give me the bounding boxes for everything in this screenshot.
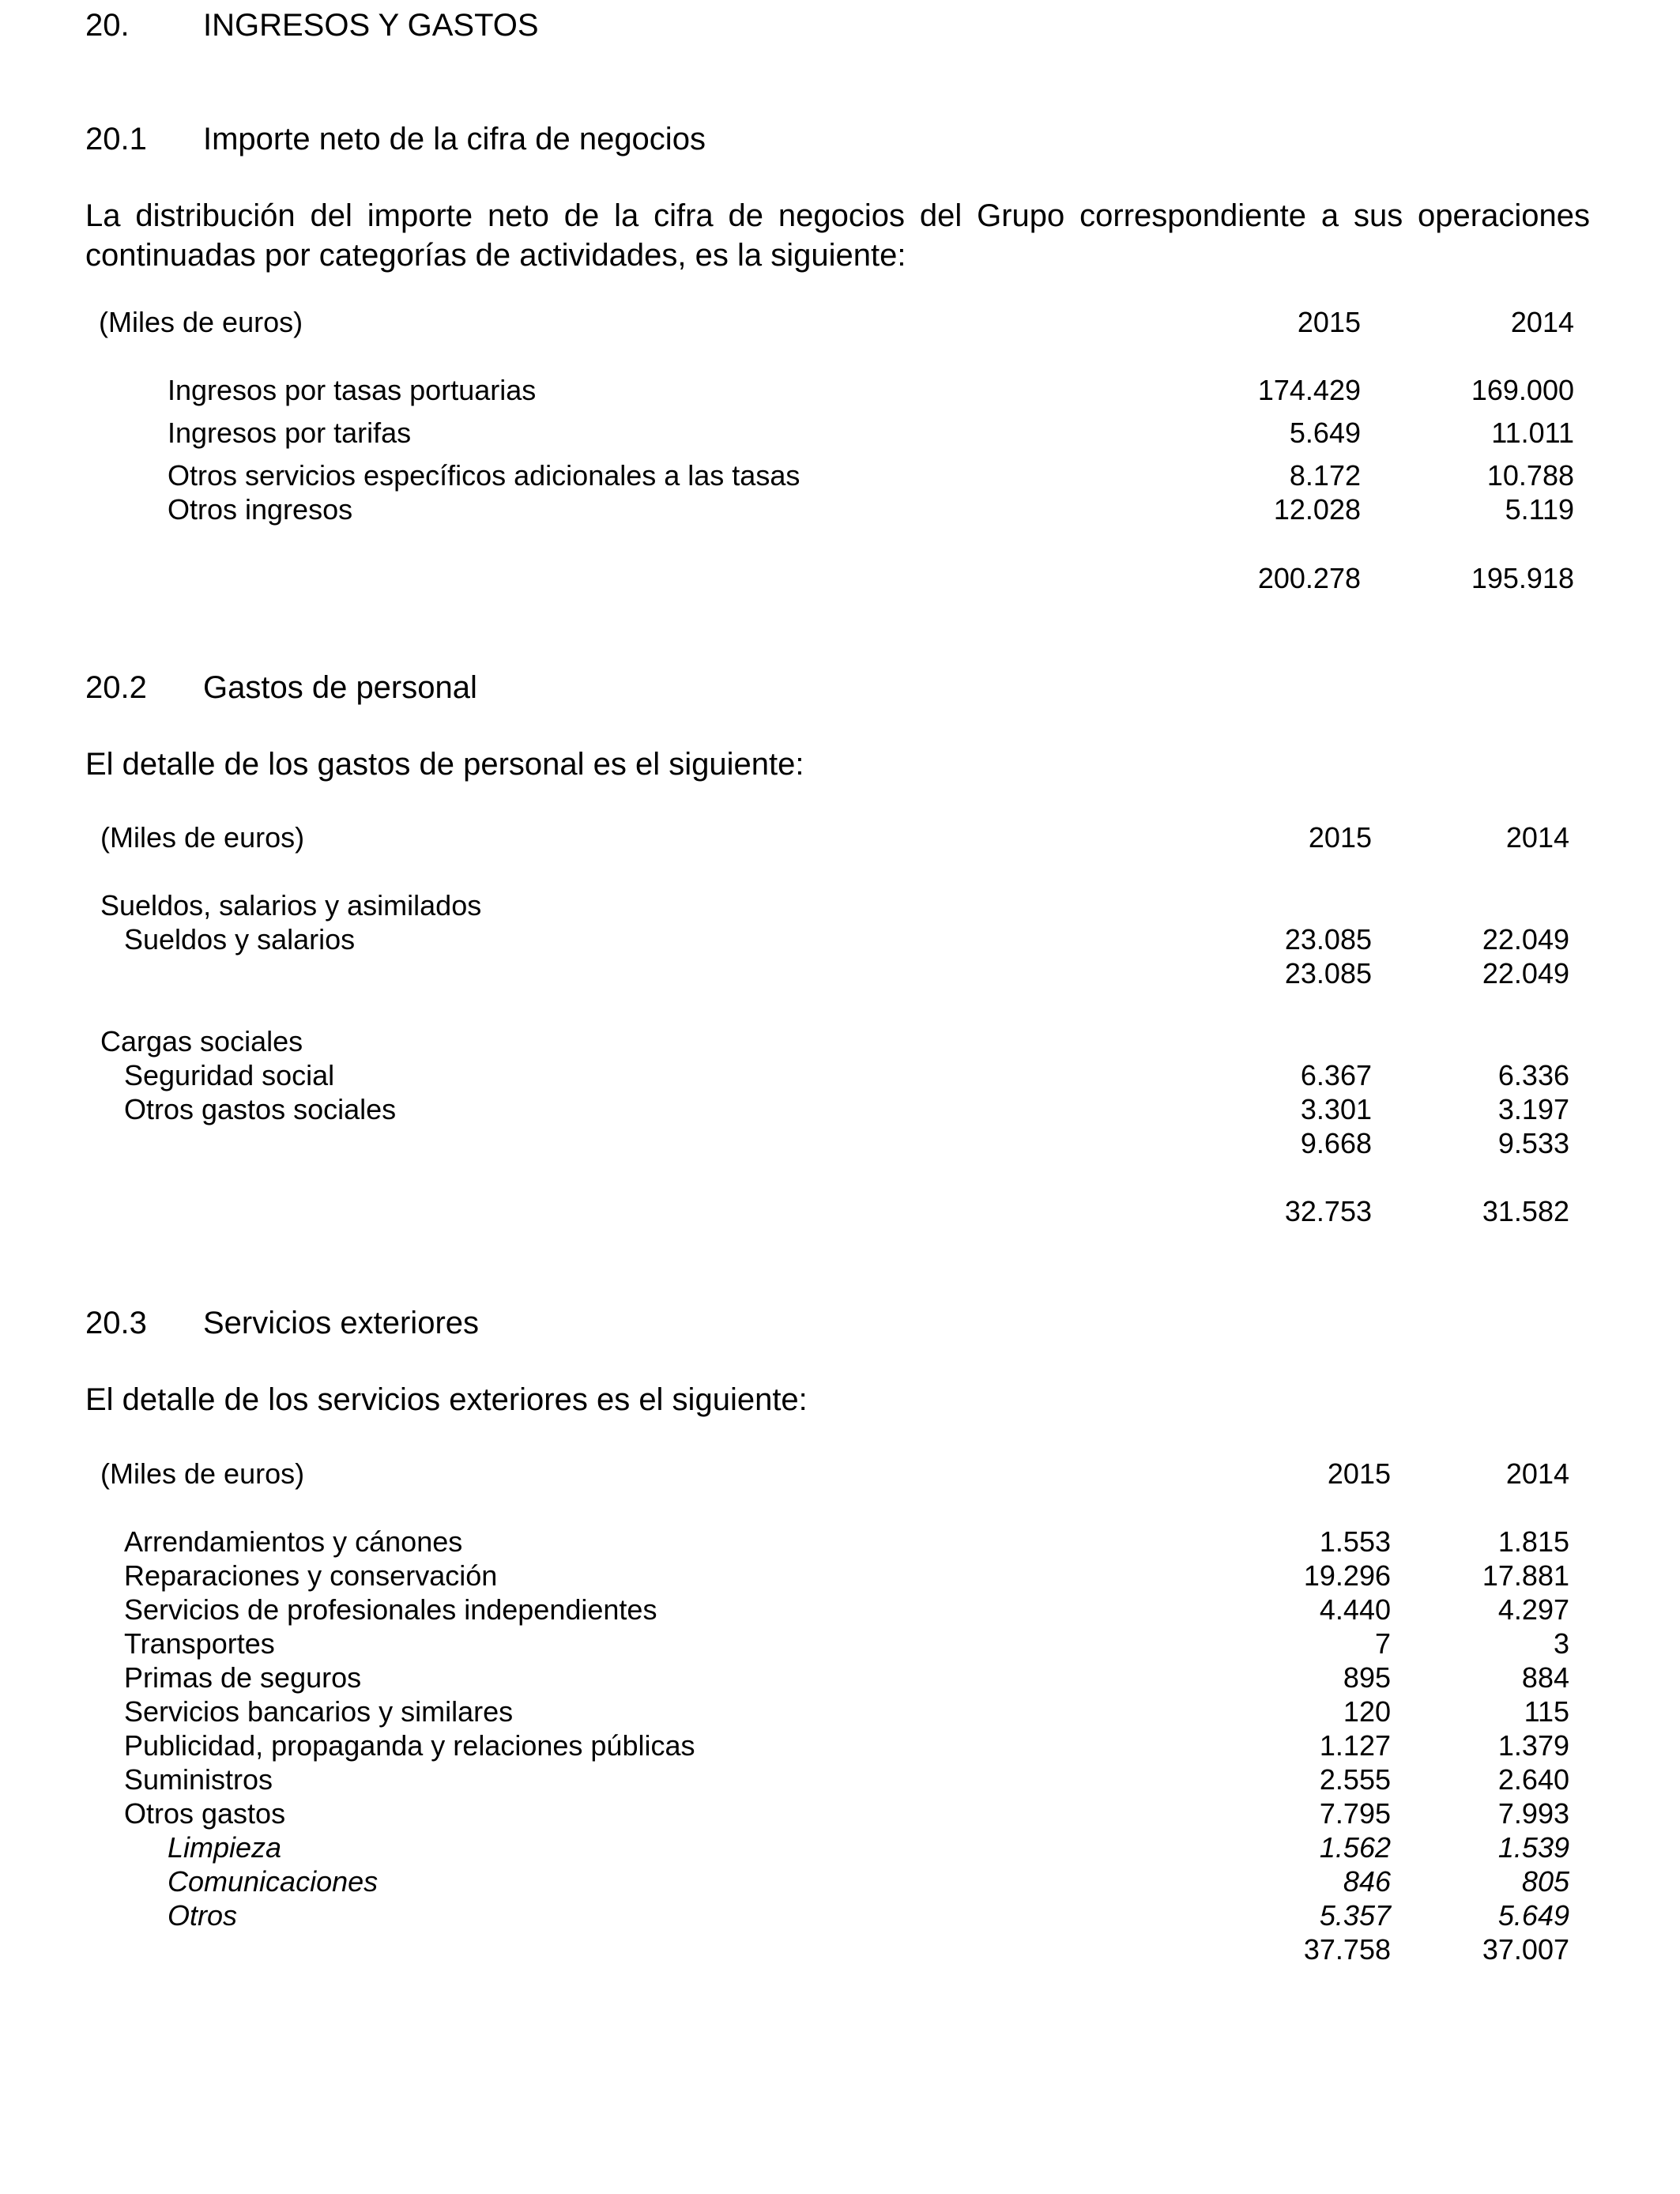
row-label: Comunicaciones — [168, 1865, 379, 1898]
intro-paragraph: El detalle de los gastos de personal es el siguiente: — [85, 747, 804, 782]
section-title: INGRESOS Y GASTOS — [203, 8, 539, 43]
value-2014: 3.197 — [1497, 1093, 1569, 1125]
row-label: Otros gastos — [124, 1797, 286, 1830]
value-2015: 12.028 — [1273, 493, 1361, 526]
row-label: Suministros — [124, 1763, 273, 1796]
row-label: Servicios bancarios y similares — [124, 1695, 514, 1728]
row-label: Otros gastos sociales — [124, 1093, 397, 1125]
total-2014: 37.007 — [1482, 1933, 1569, 1966]
subsection-number: 20.3 — [85, 1306, 147, 1340]
section-number: 20. — [85, 8, 130, 43]
row-label: Sueldos y salarios — [124, 923, 356, 956]
value-2014: 11.011 — [1491, 417, 1574, 449]
value-2014: 169.000 — [1471, 374, 1574, 406]
value-2015: 895 — [1343, 1661, 1391, 1694]
value-2015: 1.127 — [1319, 1729, 1391, 1762]
column-header-2014: 2014 — [1510, 306, 1574, 338]
value-2014: 5.119 — [1505, 493, 1574, 526]
subtotal-2014: 22.049 — [1482, 957, 1569, 990]
column-header-2014: 2014 — [1505, 821, 1569, 854]
value-2015: 7 — [1374, 1627, 1391, 1660]
value-2015: 1.553 — [1319, 1525, 1391, 1558]
value-2015: 174.429 — [1257, 374, 1361, 406]
value-2014: 3 — [1553, 1627, 1569, 1660]
row-label: Limpieza — [168, 1831, 282, 1864]
row-label: Transportes — [124, 1627, 275, 1660]
subsection-title: Servicios exteriores — [203, 1306, 480, 1340]
value-2014: 10.788 — [1486, 459, 1574, 492]
subsection-title: Gastos de personal — [203, 670, 477, 705]
intro-paragraph: El detalle de los servicios exteriores es el siguiente: — [85, 1382, 808, 1417]
row-label: Ingresos por tarifas — [168, 417, 412, 449]
subsection-title: Importe neto de la cifra de negocios — [203, 122, 706, 156]
value-2015: 120 — [1343, 1695, 1391, 1728]
row-label: Seguridad social — [124, 1059, 335, 1091]
value-2014: 115 — [1524, 1695, 1569, 1728]
column-header-2014: 2014 — [1505, 1457, 1569, 1490]
unit-label: (Miles de euros) — [99, 306, 303, 338]
row-label: Servicios de profesionales independientes — [124, 1593, 657, 1626]
value-2014: 6.336 — [1497, 1059, 1569, 1091]
total-2014: 31.582 — [1482, 1195, 1569, 1227]
row-label: Otros ingresos — [168, 493, 353, 526]
value-2015: 7.795 — [1319, 1797, 1391, 1830]
subtotal-2015: 23.085 — [1284, 957, 1372, 990]
value-2014: 22.049 — [1482, 923, 1569, 956]
value-2014: 1.815 — [1497, 1525, 1569, 1558]
row-label: Ingresos por tasas portuarias — [168, 374, 537, 406]
value-2015: 23.085 — [1284, 923, 1372, 956]
value-2015: 5.649 — [1289, 417, 1361, 449]
subtotal-2015: 9.668 — [1300, 1127, 1372, 1159]
value-2014: 7.993 — [1497, 1797, 1569, 1830]
subsection-number: 20.1 — [85, 122, 147, 156]
row-label: Publicidad, propaganda y relaciones públicas — [124, 1729, 695, 1762]
value-2015: 2.555 — [1319, 1763, 1391, 1796]
value-2014: 2.640 — [1497, 1763, 1569, 1796]
row-label: Reparaciones y conservación — [124, 1559, 498, 1592]
value-2015: 8.172 — [1289, 459, 1361, 492]
column-header-2015: 2015 — [1297, 306, 1361, 338]
unit-label: (Miles de euros) — [100, 1457, 305, 1490]
value-2014: 1.379 — [1497, 1729, 1569, 1762]
value-2014: 4.297 — [1497, 1593, 1569, 1626]
value-2015: 19.296 — [1303, 1559, 1391, 1592]
value-2014: 5.649 — [1497, 1899, 1569, 1932]
value-2015: 4.440 — [1319, 1593, 1391, 1626]
value-2015: 846 — [1343, 1865, 1391, 1898]
value-2014: 1.539 — [1497, 1831, 1569, 1864]
value-2014: 17.881 — [1482, 1559, 1569, 1592]
subtotal-2014: 9.533 — [1497, 1127, 1569, 1159]
column-header-2015: 2015 — [1327, 1457, 1391, 1490]
row-label: Otros — [168, 1899, 238, 1932]
subsection-number: 20.2 — [85, 670, 147, 705]
value-2014: 805 — [1521, 1865, 1569, 1898]
value-2015: 6.367 — [1300, 1059, 1372, 1091]
column-header-2015: 2015 — [1308, 821, 1372, 854]
value-2015: 5.357 — [1319, 1899, 1391, 1932]
row-label: Otros servicios específicos adicionales a las tasas — [168, 459, 800, 492]
total-2014: 195.918 — [1471, 562, 1574, 594]
total-2015: 200.278 — [1257, 562, 1361, 594]
value-2015: 3.301 — [1300, 1093, 1372, 1125]
row-label: Primas de seguros — [124, 1661, 362, 1694]
group-label: Sueldos, salarios y asimilados — [100, 889, 482, 922]
row-label: Arrendamientos y cánones — [124, 1525, 463, 1558]
total-2015: 37.758 — [1303, 1933, 1391, 1966]
group-label: Cargas sociales — [100, 1025, 303, 1057]
intro-paragraph: La distribución del importe neto de la cifra de negocios del Grupo correspondiente a sus operaciones continuadas por categorías de actividades, es la siguiente: — [85, 198, 1590, 273]
value-2015: 1.562 — [1319, 1831, 1391, 1864]
unit-label: (Miles de euros) — [100, 821, 305, 854]
value-2014: 884 — [1521, 1661, 1569, 1694]
total-2015: 32.753 — [1284, 1195, 1372, 1227]
